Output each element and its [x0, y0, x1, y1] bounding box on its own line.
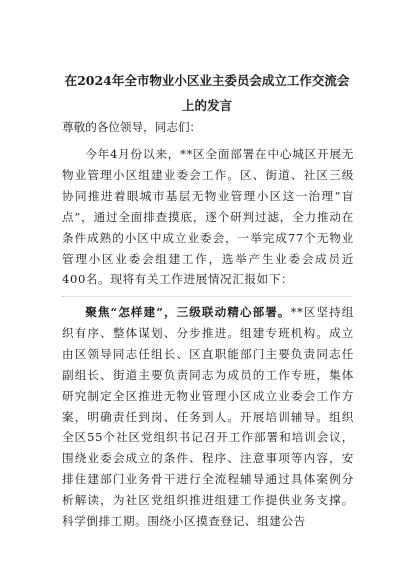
paragraph-intro: 今年4月份以来，**区全面部署在中心城区开展无物业管理小区组建业委会工作。区、街道、社区三级协同推进着眼城市基层无物业管理小区这一治理“盲点”，通过全面排查摸底，逐个研判过滤，全力推动在条件成熟的小区中成立业委会，一举完成77个无物业管理小区业委会组建工作，选举产生业委会成员近400名。现将有关工作进展情况汇报如下： — [62, 147, 354, 287]
section-heading: 聚焦“怎样建”，三级联动精心部署。 — [85, 305, 291, 319]
page-divider — [62, 296, 352, 297]
document-title: 在2024年全市物业小区业主委员会成立工作交流会上的发言 — [64, 73, 350, 113]
section-body: **区坚持组织有序、整体谋划、分步推进。组建专班机构。成立由区领导同志任组长、区直职能部门主要负责同志任副组长、街道主要负责同志为成员的工作专班，集体研究制定全区推进无物业管理小区成立业委会工作方案，明确责任到岗、任务到人。开展培训辅导。组织全区55个社区党组织书记召开工作部署和培训会议，围绕业委会成立的条件、程序、注意事项等内容，安排住建部门业务骨干进行全流程辅导通过具体案例分析解读，为社区党组织推进组建工作提供业务支撑。科学倒排工期。围绕小区摸查登记、组建公告 — [62, 305, 354, 529]
salutation: 尊敬的各位领导，同志们： — [62, 120, 202, 134]
paragraph-section-1 — [62, 302, 354, 532]
